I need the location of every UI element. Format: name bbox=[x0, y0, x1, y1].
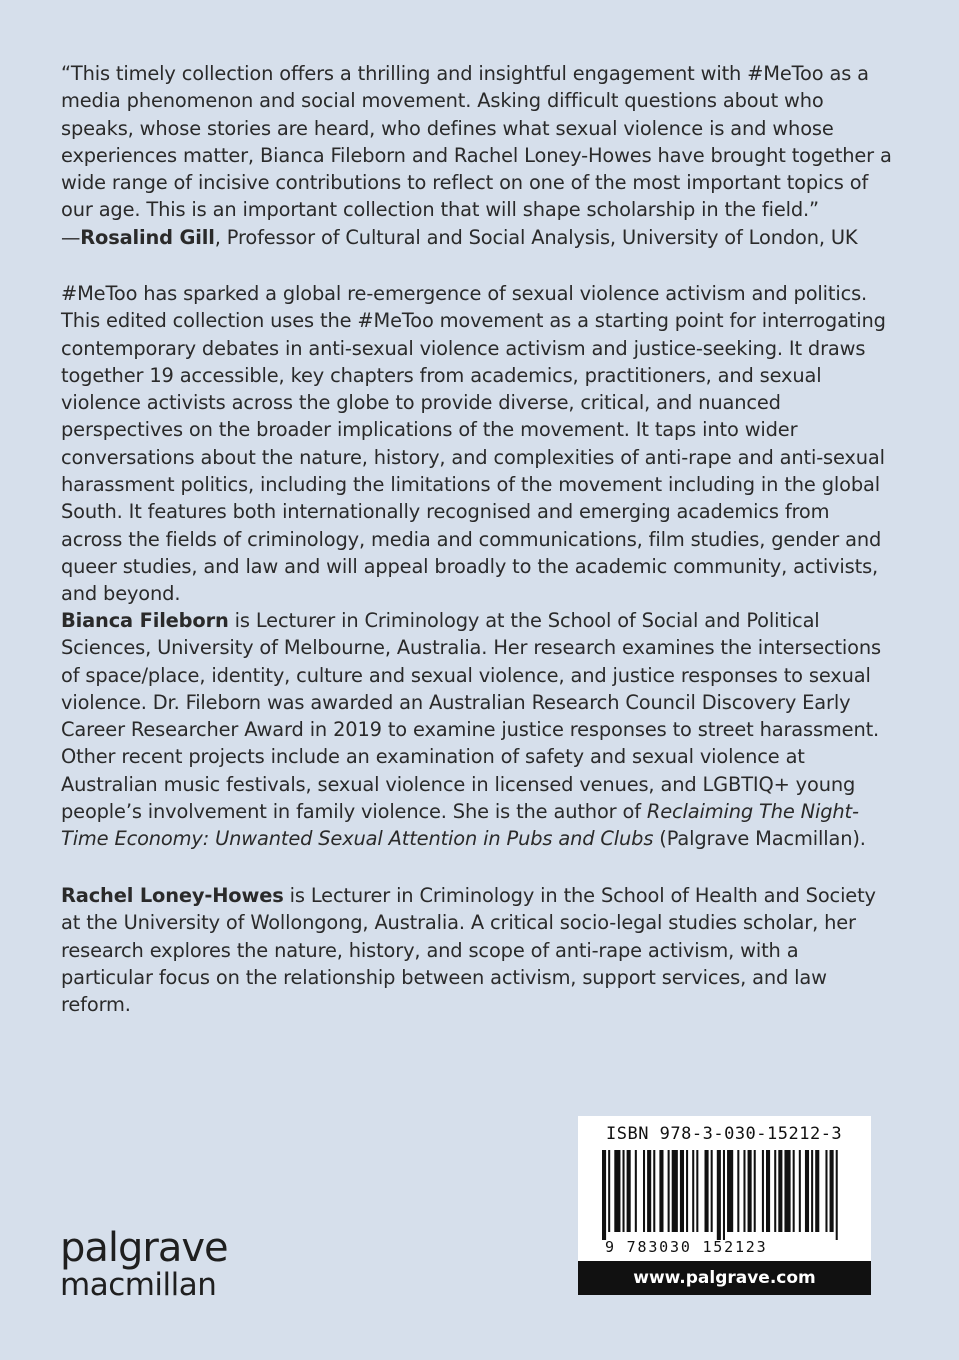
barcode-bar bbox=[723, 1150, 725, 1240]
barcode-bar bbox=[643, 1150, 645, 1232]
barcode-bar bbox=[815, 1150, 819, 1232]
quote-affiliation: , Professor of Cultural and Social Analysis, University of London, UK bbox=[214, 225, 858, 249]
barcode-bar bbox=[614, 1150, 620, 1232]
bio-text-fileborn: is Lecturer in Criminology at the School of Social and Political Sciences, University of Melbourne, Australia. Her research examines the intersections of space/place, identity, culture and sexual violence, and justice responses to sexual violence. Dr. Fileborn was awarded an Australian Research Council Discovery Early Career Researcher Award in 2019 to examine justice responses to street harassment. Other recent projects include an examination of safety and sexual violence at Australian music festivals, sexual violence in licensed venues, and LGBTIQ+ young people’s involvement in family violence. She is the author of bbox=[61, 609, 881, 824]
barcode-bar bbox=[799, 1150, 801, 1232]
barcode-bar bbox=[717, 1150, 721, 1240]
barcode-bar bbox=[672, 1150, 678, 1232]
barcode-bar bbox=[635, 1150, 637, 1232]
isbn-label: ISBN 978-3-030-15212-3 bbox=[606, 1124, 843, 1144]
barcode-bar bbox=[627, 1150, 631, 1232]
barcode-bar bbox=[668, 1150, 670, 1232]
quote-dash: — bbox=[61, 225, 81, 249]
bio-text-loney-howes: is Lecturer in Criminology in the School of Health and Society at the University of Wollongong, Australia. A critical socio-legal studies scholar, her research explores the nature, history, and scope of anti-rape activism, with a particular focus on the relationship between activism, support services, and law reform. bbox=[61, 884, 876, 1017]
publisher-logo bbox=[60, 1225, 228, 1303]
barcode-icon bbox=[588, 1150, 848, 1240]
barcode-bar bbox=[762, 1150, 764, 1232]
barcode-bar bbox=[825, 1150, 827, 1232]
barcode-bar bbox=[727, 1150, 733, 1232]
quote-author: Rosalind Gill bbox=[80, 225, 215, 249]
logo-line-macmillan: macmillan bbox=[60, 1267, 217, 1303]
barcode-bar bbox=[766, 1150, 770, 1232]
description-text: #MeToo has sparked a global re-emergence of sexual violence activism and politics. This edited collection uses the #MeToo movement as a starting point for interrogating contemporary debates in anti-sexual violence activism and justice-seeking. It draws together 19 accessible, key chapters from academics, practitioners, and sexual violence activists across the globe to provide diverse, critical, and nuanced perspectives on the broader implications of the movement. It taps into wider conversations about the nature, history, and complexities of anti-rape and anti-sexual harassment politics, including the limitations of the movement including in the global South. It features both internationally recognised and emerging academics from across the fields of criminology, media and communications, film studies, gender and queer studies, and law and will appeal broadly to the academic community, activists, and beyond. bbox=[61, 282, 886, 606]
barcode-bar bbox=[705, 1150, 709, 1232]
barcode-bar bbox=[805, 1150, 809, 1232]
book-description bbox=[61, 280, 896, 608]
barcode-bar bbox=[748, 1150, 752, 1232]
barcode-bar bbox=[608, 1150, 610, 1232]
barcode-bar bbox=[830, 1150, 834, 1232]
author-name-fileborn: Bianca Fileborn bbox=[61, 609, 229, 632]
barcode-bar bbox=[793, 1150, 795, 1232]
barcode-bar bbox=[623, 1150, 625, 1232]
book-publisher: (Palgrave Macmillan). bbox=[653, 827, 866, 851]
barcode-bar bbox=[692, 1150, 694, 1232]
barcode-bar bbox=[743, 1150, 745, 1232]
barcode-bar bbox=[737, 1150, 739, 1232]
barcode-bar bbox=[774, 1150, 776, 1232]
barcode-digits: 9 783030 152123 bbox=[605, 1238, 768, 1256]
review-quote bbox=[61, 60, 896, 251]
author-name-loney-howes: Rachel Loney-Howes bbox=[61, 884, 284, 907]
logo-line-palgrave: palgrave bbox=[60, 1225, 228, 1271]
barcode-bar bbox=[784, 1150, 790, 1232]
barcode-bar bbox=[653, 1150, 655, 1232]
barcode-bar bbox=[711, 1150, 713, 1232]
barcode-bar bbox=[680, 1150, 684, 1232]
quote-text: “This timely collection offers a thrilling and insightful engagement with #MeToo as a media phenomenon and social movement. Asking difficult questions about who speaks, whose stories are heard, who defines what sexual violence is and whose experiences matter, Bianca Fileborn and Rachel Loney-Howes have brought together a wide range of incisive contributions to reflect on one of the most important topics of our age. This is an important collection that will shape scholarship in the field.” bbox=[61, 62, 892, 222]
barcode-panel bbox=[578, 1116, 871, 1295]
barcode-bar bbox=[836, 1150, 838, 1240]
barcode-bar bbox=[602, 1150, 606, 1240]
book-title: Reclaiming The Night-Time Economy: Unwanted Sexual Attention in Pubs and Clubs bbox=[61, 800, 859, 851]
author-bio-loney-howes bbox=[61, 882, 896, 1018]
barcode-bar bbox=[647, 1150, 651, 1232]
author-bio-fileborn bbox=[61, 607, 896, 853]
barcode-bar bbox=[811, 1150, 813, 1232]
barcode-bar bbox=[778, 1150, 782, 1232]
barcode-bar bbox=[686, 1150, 688, 1232]
barcode-bar bbox=[696, 1150, 698, 1232]
barcode-bar bbox=[754, 1150, 756, 1232]
publisher-url: www.palgrave.com bbox=[578, 1261, 871, 1295]
barcode-bar bbox=[659, 1150, 663, 1232]
